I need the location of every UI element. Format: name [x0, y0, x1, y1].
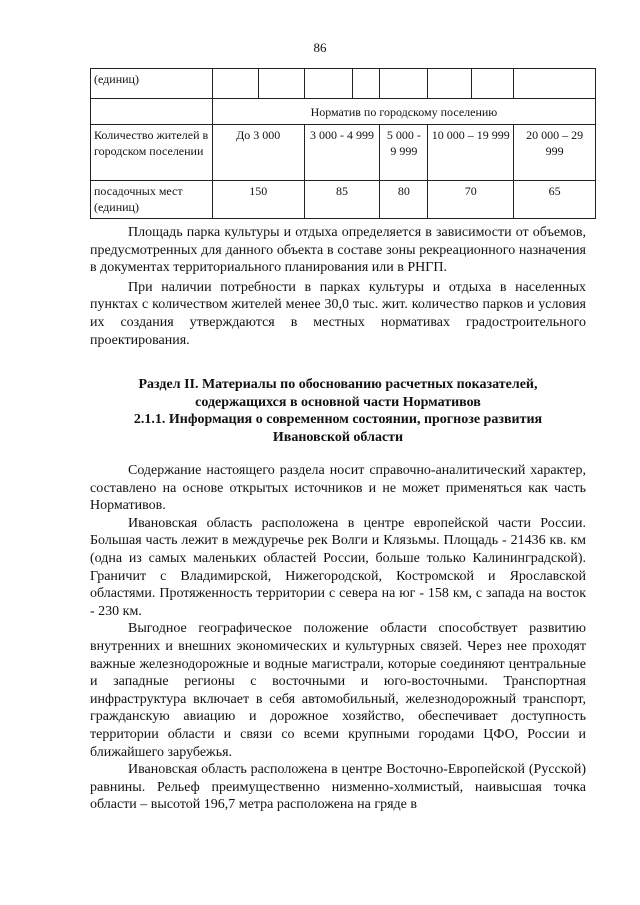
range-cell: 3 000 - 4 999	[304, 125, 380, 181]
norm-table	[90, 68, 596, 219]
intro-text	[90, 224, 586, 349]
seats-cell: 150	[212, 181, 304, 219]
seats-cell: 70	[428, 181, 514, 219]
seats-cell: 85	[304, 181, 380, 219]
range-cell: 5 000 - 9 999	[380, 125, 428, 181]
heading-line: 2.1.1. Информация о современном состоянии, прогнозе развития	[133, 412, 543, 428]
paragraph: Ивановская область расположена в центре европейской части России. Большая часть лежит в междуречье рек Волги и Клязьмы. Площадь - 21436 кв. км (одна из самых маленьких областей России, больше только Калининградской). Граничит с Владимирской, Нижегородской, Костромской и Ярославской областями. Протяженность территории с севера на юг - 158 км, с запада на восток - 230 км.	[90, 515, 586, 619]
heading-line: содержащихся в основной части Нормативов	[195, 394, 481, 410]
page-number: 86	[313, 40, 327, 55]
seats-cell: 80	[380, 181, 428, 219]
table-row-units	[91, 69, 596, 99]
heading-line: Ивановской области	[272, 429, 404, 445]
range-cell: До 3 000	[212, 125, 304, 181]
paragraph: Площадь парка культуры и отдыха определяется в зависимости от объемов, предусмотренных для данного объекта в составе зоны рекреационного назначения в документах территориального планирования или в РНГП.	[90, 225, 586, 276]
seats-label: посадочных мест (единиц)	[91, 181, 213, 219]
residents-label: Количество жителей в городском поселении	[91, 125, 213, 181]
table-header-row	[91, 99, 596, 125]
range-cell: 20 000 – 29 999	[514, 125, 596, 181]
table-row-residents	[91, 125, 596, 181]
seats-cell: 65	[514, 181, 596, 219]
range-cell: 10 000 – 19 999	[428, 125, 514, 181]
table-header: Норматив по городскому поселению	[212, 99, 595, 125]
units-label-cell: (единиц)	[91, 69, 213, 99]
table-row-seats	[91, 181, 596, 219]
paragraph: Выгодное географическое положение области способствует развитию внутренних и внешних экономических и культурных связей. Через нее проходят важные железнодорожные и водные магистрали, которые соединяют центральные и западные регионы с восточными и юго-восточными. Транспортная инфраструктура включает в себя автомобильный, железнодорожный транспорт, гражданскую авиацию и дорожное хозяйство, обеспечивает доступность территории области и связи со всеми крупными городами ЦФО, России и ближайшего зарубежья.	[90, 621, 586, 760]
paragraph: При наличии потребности в парках культуры и отдыха в населенных пунктах с количеством жителей менее 30,0 тыс. жит. количество парков и условия их создания утверждаются в местных нормативах градостроительного проектирования.	[90, 279, 586, 348]
paragraph: Ивановская область расположена в центре Восточно-Европейской (Русской) равнины. Рельеф преимущественно низменно-холмистый, наивысшая точка области – высотой 196,7 метра расположена на гряде в	[90, 762, 586, 813]
body-text	[90, 462, 586, 814]
heading-line: Раздел II. Материалы по обоснованию расчетных показателей,	[138, 377, 538, 392]
paragraph: Содержание настоящего раздела носит справочно-аналитический характер, составлено на основе открытых источников и не может применяться как часть Нормативов.	[90, 463, 586, 514]
section-heading	[90, 376, 586, 446]
